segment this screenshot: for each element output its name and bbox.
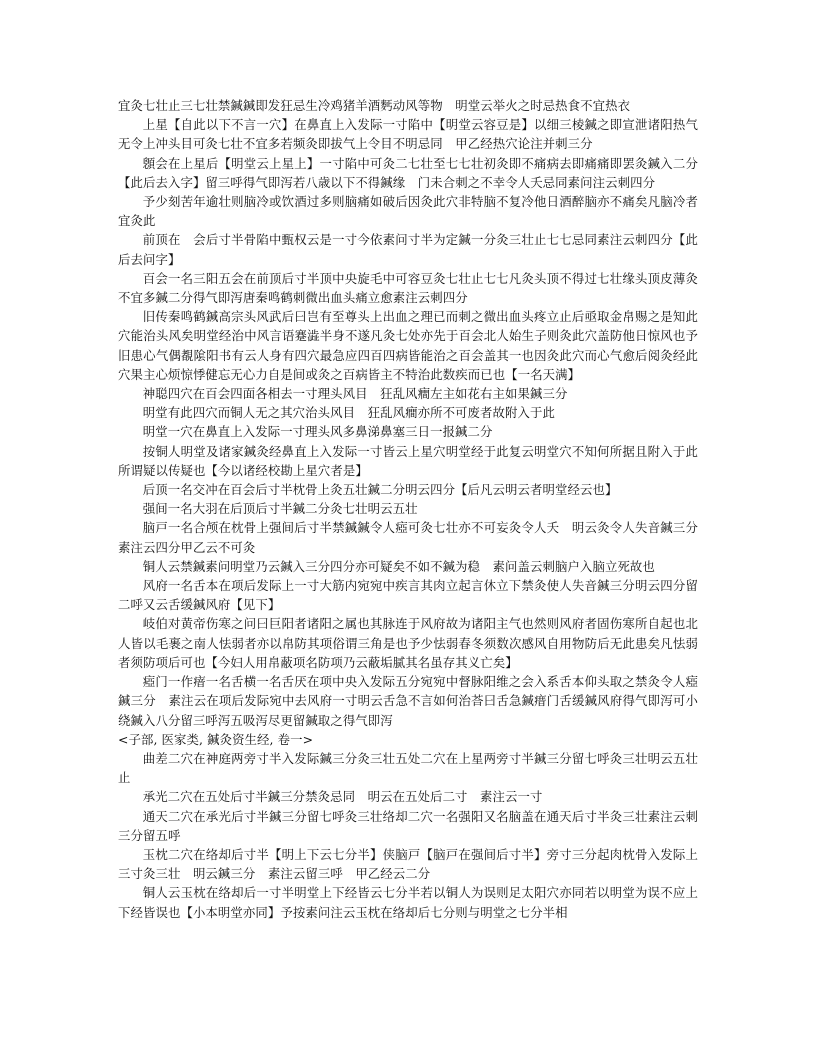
paragraph-13: 强间一名大羽在后顶后寸半鍼二分灸七壮明云五壮 xyxy=(142,501,418,517)
paragraph-17: 岐伯对黄帝伤寒之问曰巨阳者诸阳之属也其脉连于风府故为诸阳主气也然则风府者固伤寒所自起也北人皆以毛裹之南人怯弱者亦以帛防其项俗谓三角是也予少怯弱春冬须数次感风自用物防后无此患矣凡怯弱者须防项后可也【今妇人用帛蔽项名防项乃云蔽垢腻其名虽存其义亡矣】 xyxy=(118,616,698,670)
paragraph-24: 铜人云玉枕在络却后一寸半明堂上下经皆云七分半若以铜人为误则足太阳穴亦同若以明堂为误不应上下经皆误也【小本明堂亦同】予按素问注云玉枕在络却后七分则与明堂之七分半相 xyxy=(118,885,698,920)
paragraph-1: 宜灸七壮止三七壮禁鍼鍼即发狂忌生冷鸡猪羊酒麫动风等物 明堂云举火之时忌热食不宜热衣 xyxy=(118,98,631,113)
paragraph-7: 旧传秦鸣鹤鍼高宗头风武后曰岂有至尊头上出血之理已而刺之微出血头疼立止后亟取金帛赐之是知此穴能治头风矣明堂经治中风言语蹇澁半身不遂凡灸七处亦先于百会北人始生子则灸此穴盖防他日惊风也予旧患心气偶覩隂阳书有云人身有四穴最急应四百四病皆能治之百会盖其一也因灸此穴而心气愈后阅灸经此穴果主心烦惊悸健忘无心力自是间或灸之百病皆主不特治此数疾而已也【一名天满】 xyxy=(118,309,698,382)
paragraph-10: 明堂一穴在鼻直上入发际一寸理头风多鼻涕鼻塞三日一报鍼二分 xyxy=(142,424,493,440)
paragraph-9: 明堂有此四穴而铜人无之其穴治头风目 狂乱风癎亦所不可废者故附入于此 xyxy=(142,405,555,421)
paragraph-20: 曲差二穴在神庭两旁寸半入发际鍼三分灸三壮五处二穴在上星两旁寸半鍼三分留七呼灸三壮明云五壮止 xyxy=(118,750,698,786)
paragraph-2: 上星【自此以下不言一穴】在鼻直上入发际一寸陷中【明堂云容豆是】以细三棱鍼之即宣泄诸阳热气无令上冲头目可灸七壮不宜多若频灸即拔气上令目不明忌同 甲乙经热穴论注并刺三分 xyxy=(118,117,698,152)
document-page xyxy=(118,96,711,922)
paragraph-8: 神聪四穴在百会四面各相去一寸理头风目 狂乱风癎左主如花右主如果鍼三分 xyxy=(142,386,568,402)
paragraph-12: 后顶一名交冲在百会后寸半枕骨上灸五壮鍼二分明云四分【后凡云明云者明堂经云也】 xyxy=(142,482,618,498)
paragraph-23: 玉枕二穴在络却后寸半【明上下云七分半】侠脑戸【脑戸在强间后寸半】旁寸三分起肉枕骨入发际上三寸灸三壮 明云鍼三分 素注云留三呼 甲乙经云二分 xyxy=(118,846,698,882)
paragraph-3: 顖会在上星后【明堂云上星上】一寸陷中可灸二七壮至七七壮初灸即不痛病去即痛痛即罢灸鍼入二分【此后去入字】留三呼得气即泻若八歳以下不得鍼缘 门未合刺之不幸令人夭忌同素问注云刺四分 xyxy=(118,155,698,190)
paragraph-21: 承光二穴在五处后寸半鍼三分禁灸忌同 明云在五处后二寸 素注云一寸 xyxy=(142,789,543,805)
paragraph-4: 予少刻苦年逾壮则脑冷或饮酒过多则脑痛如破后因灸此穴非特脑不复冷他日酒醉脑亦不痛矣凡脑冷者宜灸此 xyxy=(118,194,698,229)
paragraph-14: 脑戸一名合颅在枕骨上强间后寸半禁鍼鍼令人瘂可灸七壮亦不可妄灸令人夭 明云灸令人失音鍼三分 素注云四分甲乙云不可灸 xyxy=(118,520,711,555)
source-note: <子部, 医家类, 鍼灸资生经, 卷一> xyxy=(118,731,314,747)
paragraph-15: 铜人云禁鍼素问明堂乃云鍼入三分四分亦可疑矣不如不鍼为稳 素问盖云刺脑户入脑立死故也 xyxy=(142,558,655,574)
paragraph-5: 前顶在 会后寸半骨陷中甄权云是一寸今依素问寸半为定鍼一分灸三壮止七七忌同素注云刺四分【此后去问字】 xyxy=(118,232,698,267)
paragraph-16: 风府一名舌本在项后发际上一寸大筋内宛宛中疾言其肉立起言休立下禁灸使人失音鍼三分明云四分留二呼又云舌缓鍼风府【见下】 xyxy=(118,578,698,613)
paragraph-11: 按铜人明堂及诸家鍼灸经鼻直上入发际一寸皆云上星穴明堂经于此复云明堂穴不知何所据且附入于此所谓疑以传疑也【今以诸经校勘上星穴者是】 xyxy=(118,443,698,478)
paragraph-6: 百会一名三阳五会在前顶后寸半顶中央旋毛中可容豆灸七壮止七七凡灸头顶不得过七壮缘头顶皮薄灸不宜多鍼二分得气即泻唐秦鸣鹤刺微出血头痛立愈素注云刺四分 xyxy=(118,270,698,306)
paragraph-18: 瘂门一作瘖一名舌横一名舌厌在项中央入发际五分宛宛中督脉阳维之会入系舌本仰头取之禁灸令人瘂鍼三分 素注云在项后发际宛中去风府一寸明云舌急不言如何治荅曰舌急鍼瘄门舌缓鍼风府得气即泻可小绕鍼入八分留三呼泻五吸泻尽更留鍼取之得气即泻 xyxy=(118,674,698,728)
paragraph-22: 通天二穴在承光后寸半鍼三分留七呼灸三壮络却二穴一名强阳又名脑盖在通天后寸半灸三壮素注云刺三分留五呼 xyxy=(118,808,698,843)
